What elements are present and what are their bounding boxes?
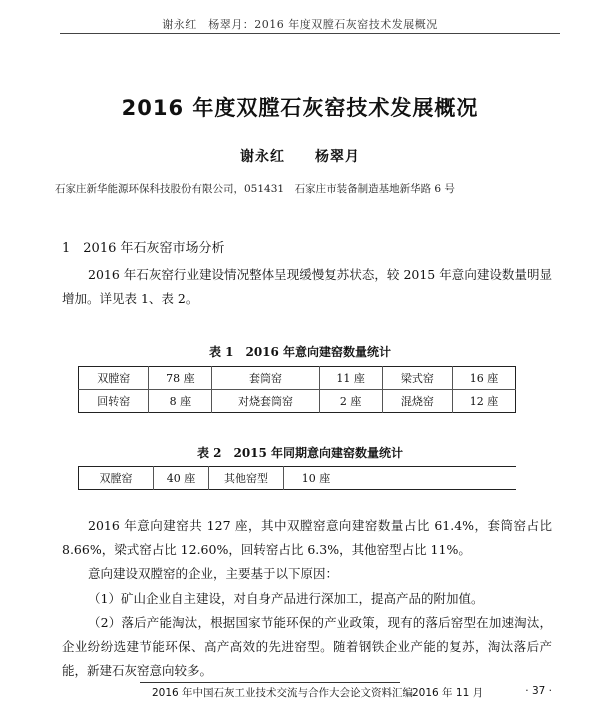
table-2 — [78, 466, 516, 490]
table-cell: 12 座 — [453, 390, 516, 413]
footer-date: 2016 年 11 月 — [412, 687, 484, 699]
table-cell: 16 座 — [453, 367, 516, 390]
authors: 谢永红 杨翠月 — [240, 149, 360, 165]
paragraph-2: 2016 年意向建窑共 127 座，其中双膛窑意向建窑数量占比 61.4%，套筒窑占比 8.66%，梁式窑占比 12.60%，回转窑占比 6.3%，其他窑型占比 11%。 — [62, 518, 552, 557]
table-cell: 78 座 — [149, 367, 212, 390]
paragraph-4: （1）矿山企业自主建设，对自身产品进行深加工，提高产品的附加值。 — [88, 591, 484, 606]
affiliation: 石家庄新华能源环保科技股份有限公司，051431 石家庄市装备制造基地新华路 6 号 — [55, 183, 455, 195]
paragraph-1: 2016 年石灰窑行业建设情况整体呈现缓慢复苏状态，较 2015 年意向建设数量明显增加。详见表 1、表 2。 — [62, 267, 552, 306]
table-row — [79, 367, 516, 390]
paragraph-5: （2）落后产能淘汰，根据国家节能环保的产业政策，现有的落后窑型在加速淘汰，企业纷纷选建节能环保、高产高效的先进窑型。随着钢铁企业产能的复苏，淘汰落后产能，新建石灰窑意向较多。 — [62, 615, 552, 678]
running-head: 谢永红 杨翠月：2016 年度双膛石灰窑技术发展概况 — [162, 18, 438, 31]
footer-rule — [140, 682, 400, 683]
table-cell: 40 座 — [154, 467, 209, 490]
table-row — [79, 390, 516, 413]
table-cell: 10 座 — [284, 467, 349, 490]
table-cell: 双膛窑 — [79, 367, 149, 390]
header-rule — [60, 33, 560, 34]
article-title: 2016 年度双膛石灰窑技术发展概况 — [121, 96, 479, 120]
table-cell: 双膛窑 — [79, 467, 154, 490]
table-cell: 11 座 — [319, 367, 382, 390]
table-2-caption: 表 2 2015 年同期意向建窑数量统计 — [196, 446, 404, 460]
section-heading-1: 1 2016 年石灰窑市场分析 — [62, 241, 225, 256]
table-cell: 混烧窑 — [382, 390, 452, 413]
table-1 — [78, 366, 516, 413]
table-cell: 对烧套筒窑 — [212, 390, 319, 413]
table-cell-empty — [348, 467, 516, 490]
table-cell: 套筒窑 — [212, 367, 319, 390]
footer-title: 2016 年中国石灰工业技术交流与合作大会论文资料汇编 — [152, 687, 414, 699]
table-row — [79, 467, 517, 490]
table-cell: 8 座 — [149, 390, 212, 413]
paragraph-3: 意向建设双膛窑的企业，主要基于以下原因： — [88, 566, 339, 581]
table-cell: 梁式窑 — [382, 367, 452, 390]
table-1-caption: 表 1 2016 年意向建窑数量统计 — [208, 345, 392, 359]
page-number: · 37 · — [525, 685, 552, 697]
table-cell: 其他窑型 — [209, 467, 284, 490]
table-cell: 2 座 — [319, 390, 382, 413]
table-cell: 回转窑 — [79, 390, 149, 413]
